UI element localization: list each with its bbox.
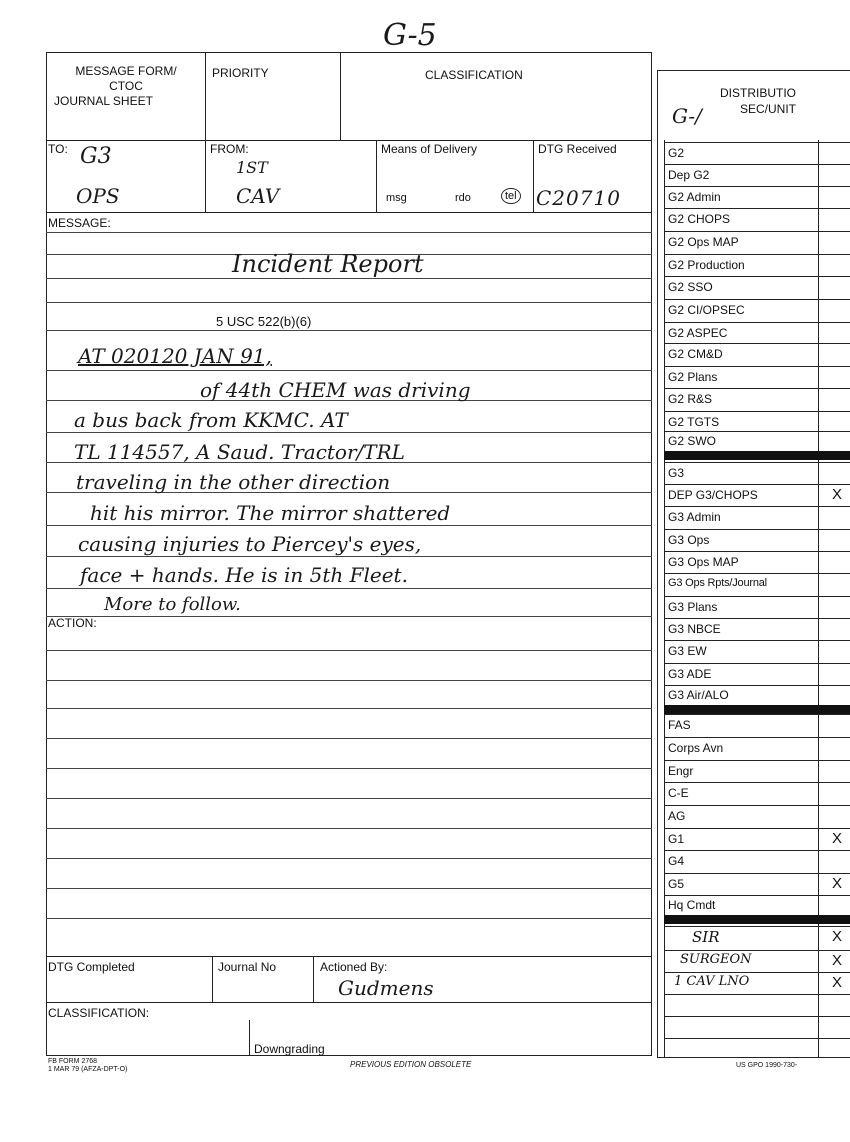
- section-band-g3: [664, 705, 850, 714]
- dtg-received-value: C20710: [536, 186, 621, 210]
- message-line-2: of 44th CHEM was driving: [200, 378, 471, 402]
- routing-divider-3: [533, 140, 534, 212]
- dist-row: SIR X: [664, 926, 850, 949]
- footer-classification-label: CLASSIFICATION:: [48, 1006, 150, 1020]
- footer-divider-1: [212, 956, 213, 1002]
- from-value-1: 1ST: [236, 158, 268, 177]
- footer-divider-2: [313, 956, 314, 1002]
- dist-row: G2 ASPEC: [664, 322, 850, 345]
- dist-row: G3 EW: [664, 640, 850, 663]
- journal-no-label: Journal No: [218, 960, 277, 974]
- to-value-2: OPS: [76, 184, 120, 208]
- message-line-5: traveling in the other direction: [76, 470, 391, 494]
- sec-unit-label: SEC/UNIT: [740, 102, 797, 116]
- dist-row: G2 Plans: [664, 366, 850, 389]
- message-line-7: causing injuries to Piercey's eyes,: [78, 532, 422, 556]
- dist-row: G3 Air/ALO: [664, 685, 850, 706]
- dist-row: C-E: [664, 782, 850, 805]
- message-line-6: hit his mirror. The mirror shattered: [90, 501, 451, 525]
- dist-row: [664, 994, 850, 1017]
- message-line-1: AT 020120 JAN 91,: [78, 344, 272, 368]
- dist-row: AG: [664, 805, 850, 828]
- message-label: MESSAGE:: [48, 216, 111, 230]
- means-msg: msg: [386, 192, 407, 204]
- dist-row: G3 Admin: [664, 506, 850, 529]
- top-handwritten-mark: G-5: [383, 18, 437, 53]
- dist-row: G2: [664, 142, 850, 165]
- routing-top-rule: [46, 140, 652, 141]
- dist-row: G3 ADE: [664, 663, 850, 686]
- from-label: FROM:: [210, 142, 249, 156]
- dist-row: G2 CM&D: [664, 343, 850, 366]
- dist-row: [664, 1016, 850, 1039]
- dist-row: G3 Ops Rpts/Journal: [664, 573, 850, 596]
- gpo-note: US GPO 1990-730-: [736, 1062, 798, 1069]
- dist-row: Hq Cmdt: [664, 895, 850, 916]
- dist-row: G3 NBCE: [664, 618, 850, 641]
- dtg-received-label: DTG Received: [538, 142, 617, 156]
- dist-row: G2 CI/OPSEC: [664, 299, 850, 322]
- dist-row: 1 CAV LNO X: [664, 972, 850, 995]
- dist-row: [664, 1038, 850, 1059]
- dist-row: G2 Ops MAP: [664, 231, 850, 254]
- previous-edition-note: PREVIOUS EDITION OBSOLETE: [350, 1060, 472, 1069]
- message-line-9: More to follow.: [104, 594, 241, 615]
- dist-row: G3 Ops: [664, 529, 850, 552]
- dist-row: Dep G2: [664, 164, 850, 187]
- message-title: Incident Report: [232, 250, 424, 278]
- dist-row: DEP G3/CHOPS X: [664, 484, 850, 507]
- dist-row: Engr: [664, 760, 850, 783]
- redaction-note: 5 USC 522(b)(6): [216, 314, 312, 329]
- means-tel: tel: [501, 188, 521, 204]
- dist-row: G2 CHOPS: [664, 208, 850, 231]
- dist-row: G3: [664, 462, 850, 485]
- dist-row: G2 R&S: [664, 388, 850, 411]
- header-divider-1: [205, 52, 206, 140]
- distribution-label: DISTRIBUTIO: [720, 86, 797, 100]
- form-title: MESSAGE FORM/ CTOC JOURNAL SHEET: [54, 64, 177, 108]
- priority-label: PRIORITY: [212, 66, 269, 80]
- actioned-by-value: Gudmens: [338, 976, 434, 1000]
- means-of-delivery-label: Means of Delivery: [381, 142, 478, 156]
- dist-row: G3 Ops MAP: [664, 551, 850, 574]
- downgrading-label: Downgrading: [254, 1042, 325, 1056]
- means-rdo: rdo: [455, 192, 471, 204]
- dist-row: G4: [664, 850, 850, 873]
- form-number: FB FORM 2768 1 MAR 79 (AFZA-DPT-O): [48, 1058, 128, 1073]
- dist-row: Corps Avn: [664, 737, 850, 760]
- dist-row: FAS: [664, 714, 850, 737]
- dist-row: G2 TGTS: [664, 411, 850, 434]
- classification-label: CLASSIFICATION: [425, 68, 523, 82]
- actioned-by-label: Actioned By:: [320, 960, 388, 974]
- sec-unit-value: G-/: [672, 104, 702, 128]
- dist-row: G5 X: [664, 873, 850, 896]
- section-band-g2: [664, 451, 850, 460]
- action-label: ACTION:: [48, 616, 97, 630]
- dist-row: G2 Admin: [664, 186, 850, 209]
- to-label: TO:: [48, 142, 68, 156]
- message-line-4: TL 114557, A Saud. Tractor/TRL: [74, 440, 405, 464]
- dist-row: G2 Production: [664, 254, 850, 277]
- dist-row: G3 Plans: [664, 596, 850, 619]
- message-line-3: a bus back from KKMC. AT: [74, 408, 348, 432]
- routing-divider-1: [205, 140, 206, 212]
- dtg-completed-label: DTG Completed: [48, 960, 135, 974]
- dist-row: G1 X: [664, 828, 850, 851]
- message-line-8: face + hands. He is in 5th Fleet.: [80, 563, 408, 587]
- dist-row: G2 SSO: [664, 276, 850, 299]
- classification-rule: [46, 1002, 652, 1003]
- header-divider-2: [340, 52, 341, 140]
- dist-row: G2 SWO: [664, 431, 850, 452]
- from-value-2: CAV: [236, 184, 280, 208]
- message-top-rule: [46, 212, 652, 213]
- section-band-other: [664, 915, 850, 924]
- routing-divider-2: [376, 140, 377, 212]
- dist-row: SURGEON X: [664, 950, 850, 973]
- downgrading-divider: [249, 1020, 250, 1056]
- to-value-1: G3: [80, 144, 112, 169]
- footer-top-rule: [46, 956, 652, 957]
